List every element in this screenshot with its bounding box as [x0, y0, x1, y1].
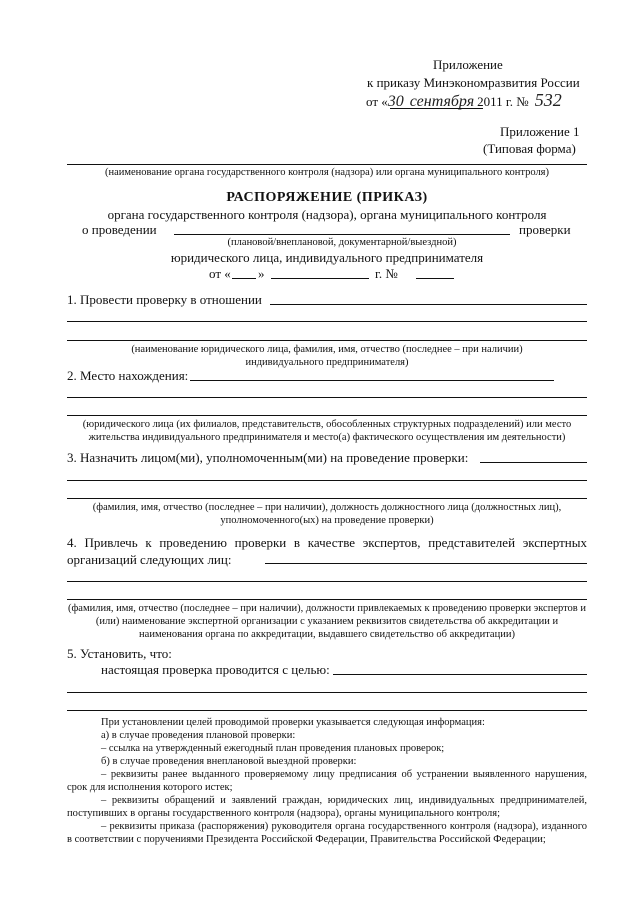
document-subtitle: органа государственного контроля (надзора), органа муниципального контроля [107, 207, 547, 222]
section-1-field[interactable] [270, 304, 587, 305]
authority-caption: (наименование органа государственного контроля (надзора) или органа муниципального контроля) [104, 167, 550, 178]
date-from: от « [209, 266, 231, 281]
note-b-item-2: – реквизиты обращений и заявлений граждан, юридических лиц, индивидуальных предпринимателей, поступивших в органы государственного контроля (надзора), органы муниципального контроля; [67, 795, 587, 819]
section-4-caption: (фамилия, имя, отчество (последнее – при наличии), должности привлекаемых к проведению проверки экспертов и (или) наименование экспертной организации с указанием реквизитов свидетельства об аккредитации и наименования органа по аккредитации, выдавшего свидетельство об аккредитации) [67, 603, 587, 640]
section-4-field-line-3[interactable] [67, 599, 587, 600]
conduct-prefix: о проведении [82, 222, 157, 237]
date-prefix: от « [366, 94, 388, 109]
section-1-field-line-2[interactable] [67, 321, 587, 322]
authority-field[interactable] [67, 164, 587, 165]
section-3-label: 3. Назначить лицом(ми), уполномоченным(ми) на проведение проверки: [67, 450, 469, 465]
section-3-field-line-3[interactable] [67, 498, 587, 499]
note-a-item: – ссылка на утвержденный ежегодный план проведения плановых проверок; [101, 743, 445, 754]
section-2-field-line-2[interactable] [67, 397, 587, 398]
section-2-field[interactable] [190, 380, 554, 381]
note-b-item-1: – реквизиты ранее выданного проверяемому лицу предписания об устранении выявленного нарушения, срок для исполнения которого истек; [67, 769, 587, 793]
order-number-field[interactable] [416, 278, 454, 279]
handwritten-underline [390, 108, 483, 109]
purpose-field[interactable] [333, 674, 587, 675]
section-2-label: 2. Место нахождения: [67, 368, 189, 383]
section-4-label: 4. Привлечь к проведению проверки в качестве экспертов, представителей экспертных организаций следующих лиц: [67, 535, 587, 567]
section-1-field-line-3[interactable] [67, 340, 587, 341]
appendix-label: Приложение [433, 57, 503, 72]
date-month-field[interactable] [271, 278, 369, 279]
entity-line: юридического лица, индивидуального предпринимателя [170, 250, 484, 265]
section-1-caption: (наименование юридического лица, фамилия, имя, отчество (последнее – при наличии) индивидуального предпринимателя) [131, 344, 523, 368]
section-4-field-line-2[interactable] [67, 581, 587, 582]
notes-intro: При установлении целей проводимой проверки указывается следующая информация: [101, 717, 485, 728]
section-2-field-line-3[interactable] [67, 415, 587, 416]
check-type-field[interactable] [174, 234, 510, 235]
section-4-field[interactable] [265, 563, 587, 564]
document-title: РАСПОРЯЖЕНИЕ (ПРИКАЗ) [226, 190, 428, 205]
section-5-label: 5. Установить, что: [67, 646, 172, 661]
form-type-label: (Типовая форма) [483, 141, 576, 156]
purpose-field-line-2[interactable] [67, 692, 587, 693]
section-2-caption: (юридического лица (их филиалов, представительств, обособленных структурных подразделений) или место жительства индивидуального предпринимателя и место(а) фактического осуществления им деятельности) [82, 419, 572, 443]
conduct-suffix: проверки [519, 222, 571, 237]
appendix-1-label: Приложение 1 [500, 124, 580, 139]
section-3-caption: (фамилия, имя, отчество (последнее – при наличии), должность должностного лица (должностных лиц), уполномоченного(ых) на проведение проверки) [92, 502, 562, 526]
purpose-field-line-3[interactable] [67, 710, 587, 711]
section-3-field[interactable] [480, 462, 587, 463]
date-day-field[interactable] [232, 278, 256, 279]
handwritten-month: сентября [409, 93, 475, 110]
handwritten-day: 30 [387, 93, 404, 110]
section-3-field-line-2[interactable] [67, 480, 587, 481]
handwritten-number: 532 [534, 90, 562, 110]
note-b-item-3: – реквизиты приказа (распоряжения) руководителя органа государственного контроля (надзора), изданного в соответствии с поручениями Президента Российской Федерации, Правительства Российской Федерации; [67, 821, 587, 845]
year-text: 2011 г. № [477, 94, 529, 109]
date-year-label: г. № [375, 266, 398, 281]
note-a: а) в случае проведения плановой проверки: [101, 730, 296, 741]
order-reference: к приказу Минэкономразвития России [367, 75, 580, 90]
check-type-caption: (плановой/внеплановой, документарной/выездной) [227, 237, 457, 248]
note-b: б) в случае проведения внеплановой выездной проверки: [101, 756, 357, 767]
section-5-purpose-label: настоящая проверка проводится с целью: [101, 662, 330, 677]
date-quote-close: » [258, 266, 265, 281]
section-1-label: 1. Провести проверку в отношении [67, 292, 262, 307]
